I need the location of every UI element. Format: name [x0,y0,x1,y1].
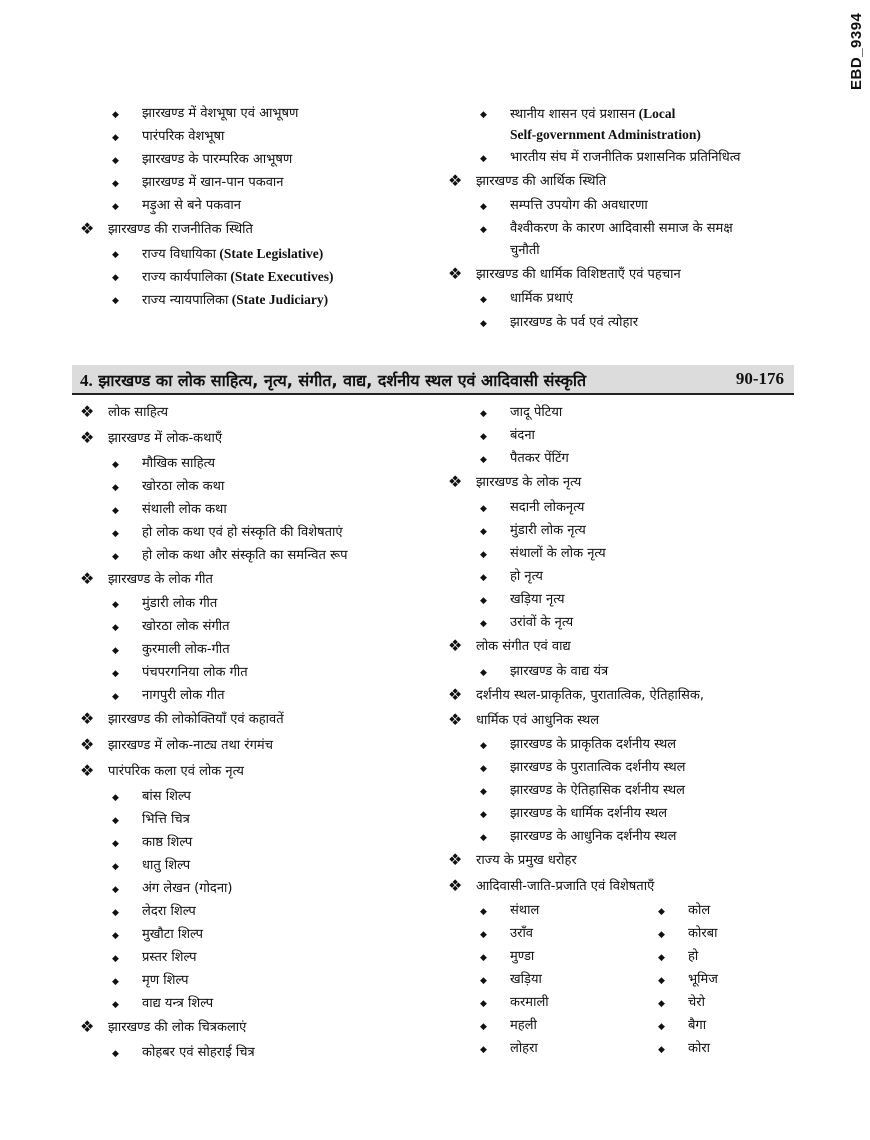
bullet-icon: ◆ [658,999,665,1009]
item-text [688,1041,710,1057]
item-text [142,858,190,874]
item-label: राज्य न्यायपालिका [142,293,229,308]
bullet-icon: ◆ [112,885,119,895]
item-text [108,405,168,421]
item-label: झारखण्ड के पुरातात्विक दर्शनीय स्थल [510,760,686,775]
document-code: EBD_9394 [848,12,865,90]
item-label: झारखण्ड के वाद्य यंत्र [510,664,609,679]
item-text [142,973,188,989]
item-text [510,760,685,776]
item-text [142,642,230,658]
item-text [510,737,676,753]
item-english-label: Self-government Administration) [510,127,701,142]
item-text [688,926,717,942]
item-label: धार्मिक एवं आधुनिक स्थल [476,713,600,728]
item-text [142,665,248,681]
item-label: बांस शिल्प [142,789,191,804]
item-text [510,829,676,845]
item-text [476,174,606,190]
item-text [476,713,599,729]
bullet-icon: ◆ [480,619,487,629]
bullet-icon: ◆ [480,668,487,678]
item-text [142,881,233,897]
item-label: झारखण्ड के ऐतिहासिक दर्शनीय स्थल [510,783,685,798]
bullet-icon: ◆ [480,764,487,774]
bullet-icon: ◆ [658,953,665,963]
item-label: झारखण्ड के आधुनिक दर्शनीय स्थल [510,829,677,844]
bullet-icon: ◆ [658,976,665,986]
diamond-bullet-icon: ❖ [80,735,95,754]
item-label: मृण शिल्प [142,973,189,988]
bullet-icon: ◆ [112,552,119,562]
item-label: झारखण्ड की आर्थिक स्थिति [476,174,607,189]
diamond-bullet-icon: ❖ [80,428,95,447]
bullet-icon: ◆ [658,930,665,940]
item-text [510,664,608,680]
diamond-bullet-icon: ❖ [448,685,463,704]
bullet-icon: ◆ [112,202,119,212]
diamond-bullet-icon: ❖ [448,850,463,869]
bullet-icon: ◆ [480,1022,487,1032]
item-label: कोहबर एवं सोहराई चित्र [142,1045,255,1060]
bullet-icon: ◆ [112,273,119,283]
item-text [510,1018,537,1034]
item-text [142,688,225,704]
item-label: उरांवों के नृत्य [510,615,574,630]
item-text [510,592,565,608]
diamond-bullet-icon: ❖ [80,219,95,238]
item-text [510,546,606,562]
item-text [476,879,654,895]
item-text [142,596,217,612]
item-text [142,269,333,286]
item-text [142,950,196,966]
bullet-icon: ◆ [112,296,119,306]
item-label: काष्ठ शिल्प [142,835,193,850]
item-text [510,1041,538,1057]
bullet-icon: ◆ [480,154,487,164]
item-label: झारखण्ड की लोकोक्तियाँ एवं कहावतें [108,712,284,727]
item-label: सम्पत्ति उपयोग की अवधारणा [510,198,648,213]
bullet-icon: ◆ [112,179,119,189]
bullet-icon: ◆ [112,1000,119,1010]
diamond-bullet-icon: ❖ [448,472,463,491]
item-label: भारतीय संघ में राजनीतिक प्रशासनिक प्रतिनिधित्व [510,150,741,165]
bullet-icon: ◆ [112,954,119,964]
item-text [142,129,224,145]
bullet-icon: ◆ [480,550,487,560]
item-label: मुंडारी लोक नृत्य [510,523,586,538]
item-label: नागपुरी लोक गीत [142,688,225,703]
bullet-icon: ◆ [480,596,487,606]
item-label: कोरा [688,1041,711,1056]
item-text [142,246,323,263]
item-text [510,221,733,237]
item-label: हो लोक कथा एवं हो संस्कृति की विशेषताएं [142,525,343,540]
item-label: हो [688,949,699,964]
item-label: झारखण्ड की राजनीतिक स्थिति [108,222,253,237]
item-label: मौखिक साहित्य [142,456,215,471]
item-text [142,525,343,541]
bullet-icon: ◆ [112,250,119,260]
bullet-icon: ◆ [112,977,119,987]
item-text [510,926,533,942]
item-label: झारखण्ड में खान-पान पकवान [142,175,284,190]
item-text [476,267,681,283]
bullet-icon: ◆ [112,460,119,470]
item-text [510,150,740,166]
bullet-icon: ◆ [112,623,119,633]
item-label: पैतकर पेंटिंग [510,451,569,466]
bullet-icon: ◆ [480,787,487,797]
bullet-icon: ◆ [112,646,119,656]
item-text [510,127,701,144]
bullet-icon: ◆ [480,110,487,120]
diamond-bullet-icon: ❖ [80,569,95,588]
bullet-icon: ◆ [480,907,487,917]
item-label: राज्य विधायिका [142,247,217,262]
item-label: कोल [688,903,711,918]
section-number: 4. [80,371,93,390]
item-text [108,572,213,588]
item-label: पारंपरिक वेशभूषा [142,129,225,144]
bullet-icon: ◆ [480,319,487,329]
item-text [142,904,196,920]
item-text [510,523,586,539]
item-text [142,292,328,309]
item-text [108,738,273,754]
item-text [476,688,704,704]
item-label: भित्ति चित्र [142,812,190,827]
bullet-icon: ◆ [658,907,665,917]
item-label: स्थानीय शासन एवं प्रशासन [510,107,636,122]
item-label: महली [510,1018,537,1033]
item-text [108,764,244,780]
item-text [510,243,540,259]
item-label: झारखण्ड के लोक नृत्य [476,475,582,490]
bullet-icon: ◆ [112,506,119,516]
item-text [510,949,534,965]
item-text [510,291,573,307]
item-label: लेदरा शिल्प [142,904,196,919]
diamond-bullet-icon: ❖ [80,1017,95,1036]
bullet-icon: ◆ [480,810,487,820]
bullet-icon: ◆ [112,816,119,826]
item-label: खड़िया नृत्य [510,592,565,607]
item-label: लोक साहित्य [108,405,169,420]
item-label: झारखण्ड की धार्मिक विशिष्टताएँ एवं पहचान [476,267,681,282]
item-label: संथाली लोक कथा [142,502,227,517]
item-text [108,222,253,238]
diamond-bullet-icon: ❖ [448,264,463,283]
bullet-icon: ◆ [480,930,487,940]
item-label: झारखण्ड के पर्व एवं त्योहार [510,315,639,330]
item-label: पारंपरिक कला एवं लोक नृत्य [108,764,244,779]
bullet-icon: ◆ [480,409,487,419]
item-label: झारखण्ड के धार्मिक दर्शनीय स्थल [510,806,668,821]
bullet-icon: ◆ [480,999,487,1009]
item-text [510,569,543,585]
item-text [142,927,203,943]
section-title: झारखण्ड का लोक साहित्य, नृत्य, संगीत, वाद्य, दर्शनीय स्थल एवं आदिवासी संस्कृति [98,371,587,390]
item-label: आदिवासी-जाति-प्रजाति एवं विशेषताएँ [476,879,655,894]
bullet-icon: ◆ [112,110,119,120]
bullet-icon: ◆ [480,432,487,442]
item-text [510,903,539,919]
item-label: झारखण्ड में वेशभूषा एवं आभूषण [142,106,299,121]
bullet-icon: ◆ [480,976,487,986]
item-label: झारखण्ड की लोक चित्रकलाएं [108,1020,247,1035]
item-text [142,502,227,518]
diamond-bullet-icon: ❖ [80,709,95,728]
bullet-icon: ◆ [480,1045,487,1055]
item-english-label: (State Judiciary) [228,292,329,307]
item-text [142,198,241,214]
diamond-bullet-icon: ❖ [448,876,463,895]
section-pages: 90-176 [735,369,784,388]
diamond-bullet-icon: ❖ [448,636,463,655]
item-label: मुंडारी लोक गीत [142,596,218,611]
bullet-icon: ◆ [112,1049,119,1059]
item-text [108,1020,246,1036]
item-text [510,615,573,631]
bullet-icon: ◆ [112,133,119,143]
item-label: राज्य के प्रमुख धरोहर [476,853,577,868]
item-label: हो लोक कथा और संस्कृति का समन्वित रूप [142,548,348,563]
item-label: लोक संगीत एवं वाद्य [476,639,571,654]
diamond-bullet-icon: ❖ [80,402,95,421]
bullet-icon: ◆ [480,504,487,514]
bullet-icon: ◆ [480,573,487,583]
item-text [142,996,213,1012]
item-text [476,475,581,491]
item-label: वैश्वीकरण के कारण आदिवासी समाज के समक्ष [510,221,733,236]
item-text [510,451,569,467]
item-label: प्रस्तर शिल्प [142,950,197,965]
bullet-icon: ◆ [480,202,487,212]
bullet-icon: ◆ [112,600,119,610]
bullet-icon: ◆ [480,295,487,305]
item-text [510,500,584,516]
item-text [688,995,705,1011]
bullet-icon: ◆ [112,793,119,803]
item-label: झारखण्ड के प्राकृतिक दर्शनीय स्थल [510,737,677,752]
item-label: मुण्डा [510,949,535,964]
item-label: चेरो [688,995,705,1010]
item-text [142,106,298,122]
item-label: लोहरा [510,1041,538,1056]
bullet-icon: ◆ [658,1022,665,1032]
item-text [510,315,638,331]
item-text [510,198,648,214]
item-label: झारखण्ड में लोक-कथाएँ [108,431,223,446]
bullet-icon: ◆ [112,692,119,702]
item-text [108,431,222,447]
item-label: धार्मिक प्रथाएं [510,291,573,306]
item-text [510,405,562,421]
item-label: खोरठा लोक संगीत [142,619,230,634]
bullet-icon: ◆ [658,1045,665,1055]
item-text [510,806,667,822]
bullet-icon: ◆ [112,669,119,679]
item-text [510,106,675,123]
item-label: भूमिज [688,972,718,987]
item-text [688,903,710,919]
item-text [510,972,542,988]
bullet-icon: ◆ [112,908,119,918]
item-label: झारखण्ड के पारम्परिक आभूषण [142,152,293,167]
item-text [142,835,192,851]
bullet-icon: ◆ [112,862,119,872]
item-text [510,428,535,444]
item-label: हो नृत्य [510,569,543,584]
item-text [142,548,348,564]
item-text [476,639,571,655]
item-label: कुरमाली लोक-गीत [142,642,230,657]
item-text [688,1018,706,1034]
item-label: झारखण्ड के लोक गीत [108,572,213,587]
item-label: दर्शनीय स्थल-प्राकृतिक, पुरातात्विक, ऐतिहासिक, [476,688,705,703]
bullet-icon: ◆ [112,483,119,493]
bullet-icon: ◆ [112,529,119,539]
item-label: बैगा [688,1018,707,1033]
item-text [142,789,191,805]
item-text [142,1045,255,1061]
item-label: मुखौटा शिल्प [142,927,203,942]
section-header [72,365,794,395]
item-text [108,712,284,728]
section-title-wrap [80,369,586,391]
item-label: सदानी लोकनृत्य [510,500,585,515]
diamond-bullet-icon: ❖ [80,761,95,780]
item-text [142,456,215,472]
item-text [142,812,190,828]
item-label: खड़िया [510,972,542,987]
item-label: बंदना [510,428,535,443]
item-english-label: (Local [635,106,676,121]
item-label: उराँव [510,926,534,941]
bullet-icon: ◆ [480,833,487,843]
bullet-icon: ◆ [480,741,487,751]
item-label: कोरबा [688,926,718,941]
item-text [510,783,685,799]
item-label: राज्य कार्यपालिका [142,270,227,285]
item-label: खोरठा लोक कथा [142,479,225,494]
diamond-bullet-icon: ❖ [448,710,463,729]
item-text [142,619,230,635]
item-text [142,152,292,168]
item-text [688,949,698,965]
item-text [476,853,577,869]
item-label: जादू पेटिया [510,405,563,420]
item-label: वाद्य यन्त्र शिल्प [142,996,214,1011]
bullet-icon: ◆ [480,455,487,465]
item-label: झारखण्ड में लोक-नाट्य तथा रंगमंच [108,738,273,753]
item-text [510,995,549,1011]
bullet-icon: ◆ [112,931,119,941]
bullet-icon: ◆ [112,839,119,849]
item-label: धातु शिल्प [142,858,191,873]
item-text [688,972,718,988]
diamond-bullet-icon: ❖ [448,171,463,190]
item-label: संथालों के लोक नृत्य [510,546,606,561]
item-text [142,175,284,191]
item-label: चुनौती [510,243,540,258]
item-label: संथाल [510,903,540,918]
bullet-icon: ◆ [480,225,487,235]
bullet-icon: ◆ [480,527,487,537]
item-english-label: (State Legislative) [216,246,324,261]
item-label: पंचपरगनिया लोक गीत [142,665,248,680]
item-text [142,479,224,495]
item-english-label: (State Executives) [226,269,334,284]
bullet-icon: ◆ [112,156,119,166]
bullet-icon: ◆ [480,953,487,963]
item-label: मड़ुआ से बने पकवान [142,198,242,213]
item-label: करमाली [510,995,549,1010]
item-label: अंग लेखन (गोदना) [142,881,233,896]
